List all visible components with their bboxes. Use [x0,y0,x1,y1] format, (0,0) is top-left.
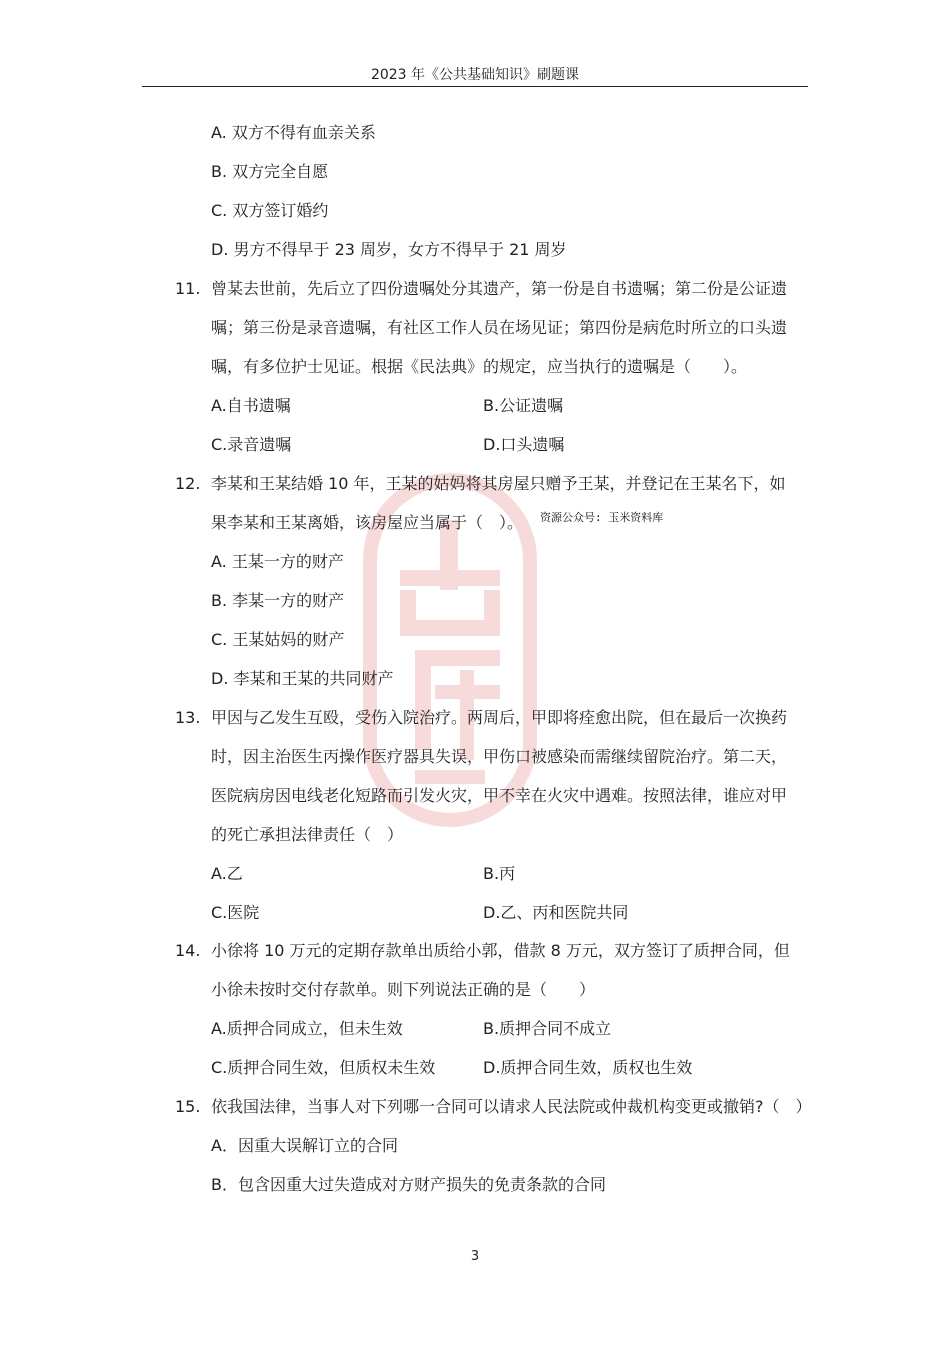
q14-option-c: C.质押合同生效，但质权未生效 [211,1058,436,1077]
q11-stem-line: 曾某去世前，先后立了四份遗嘱处分其遗产，第一份是自书遗嘱；第二份是公证遗 [211,279,788,298]
q14-option-d: D.质押合同生效，质权也生效 [483,1058,693,1077]
q15-option-b: B．包含因重大过失造成对方财产损失的免责条款的合同 [211,1175,606,1194]
q12-option-d: D. 李某和王某的共同财产 [211,669,394,688]
q14-option-a: A.质押合同成立，但未生效 [211,1019,403,1038]
q13-number: 13. [175,708,201,727]
source-note: 资源公众号: 玉米资料库 [540,511,664,524]
q12-option-a: A. 王某一方的财产 [211,552,344,571]
q14-option-b: B.质押合同不成立 [483,1019,612,1038]
header-divider [142,86,808,87]
q12-number: 12. [175,474,201,493]
q13-stem-line: 医院病房因电线老化短路而引发火灾，甲不幸在火灾中遇难。按照法律，谁应对甲 [211,786,788,805]
q10-option-c: C. 双方签订婚约 [211,201,329,220]
q13-stem-line: 的死亡承担法律责任（ ） [211,825,404,844]
q13-stem-line: 甲因与乙发生互殴，受伤入院治疗。两周后，甲即将痊愈出院，但在最后一次换药 [211,708,788,727]
q14-stem-line: 小徐未按时交付存款单。则下列说法正确的是（ ） [211,980,596,999]
q13-option-c: C.医院 [211,903,260,922]
page-number: 3 [470,1249,480,1264]
q15-option-a: A．因重大误解订立的合同 [211,1136,398,1155]
q11-option-b: B.公证遗嘱 [483,396,564,415]
q12-stem-line: 果李某和王某离婚，该房屋应当属于（ ）。 [211,513,524,532]
q11-stem-line: 嘱；第三份是录音遗嘱，有社区工作人员在场见证；第四份是病危时所立的口头遗 [211,318,788,337]
q10-option-d: D. 男方不得早于 23 周岁，女方不得早于 21 周岁 [211,240,567,259]
q11-number: 11. [175,279,201,298]
q11-option-d: D.口头遗嘱 [483,435,565,454]
q15-stem-line: 依我国法律，当事人对下列哪一合同可以请求人民法院或仲裁机构变更或撤销?（ ） [211,1097,812,1116]
q13-option-d: D.乙、丙和医院共同 [483,903,629,922]
q11-option-a: A.自书遗嘱 [211,396,291,415]
page-header: 2023 年《公共基础知识》刷题课 [370,67,580,83]
q12-option-c: C. 王某姑妈的财产 [211,630,345,649]
q11-stem-line: 嘱，有多位护士见证。根据《民法典》的规定，应当执行的遗嘱是（ ）。 [211,357,748,376]
q14-stem-line: 小徐将 10 万元的定期存款单出质给小郭，借款 8 万元，双方签订了质押合同，但 [211,941,790,960]
q10-option-a: A. 双方不得有血亲关系 [211,123,376,142]
q13-option-a: A.乙 [211,864,243,883]
q13-option-b: B.丙 [483,864,516,883]
q12-option-b: B. 李某一方的财产 [211,591,345,610]
q10-option-b: B. 双方完全自愿 [211,162,329,181]
q11-option-c: C.录音遗嘱 [211,435,292,454]
q14-number: 14. [175,941,201,960]
q13-stem-line: 时，因主治医生丙操作医疗器具失误，甲伤口被感染而需继续留院治疗。第二天， [211,747,788,766]
q15-number: 15. [175,1097,201,1116]
q12-stem-line: 李某和王某结婚 10 年，王某的姑妈将其房屋只赠予王某，并登记在王某名下，如 [211,474,786,493]
